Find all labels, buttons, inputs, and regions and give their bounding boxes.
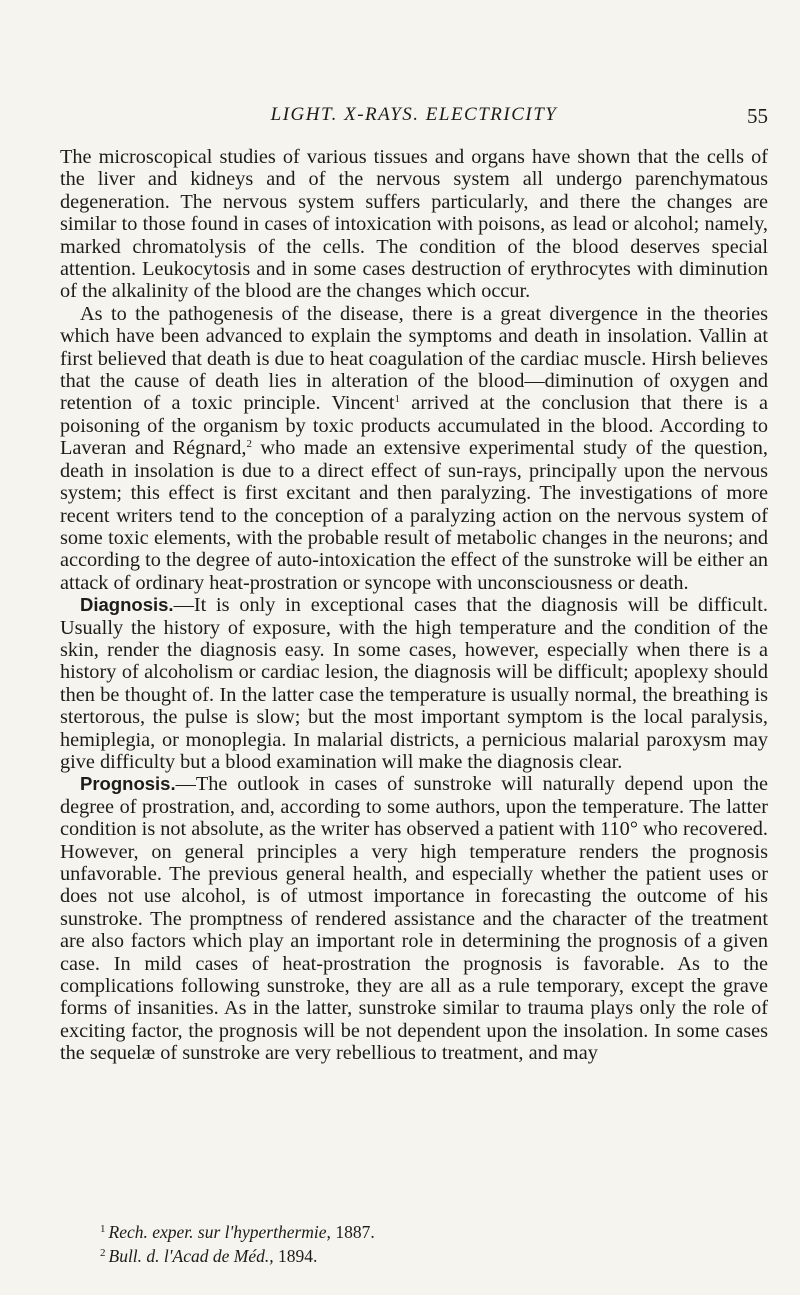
paragraph-text: As to the pathogenesis of the disease, there is a great divergence in the theories which have been advanced to explain the symptoms and death in insolation. Vallin at first believed that death is due to heat coagulation of the cardiac muscle. Hirsh believes that the cause of death lies in alteration of the blood—diminution of oxygen and retention of a toxic principle. Vincent [60,302,768,415]
footnote-title: Bull. d. l'Acad de Méd., [108,1246,274,1266]
body-text [60,146,768,1065]
paragraph-prognosis [60,773,768,1064]
footnote-year: 1887. [330,1222,375,1242]
running-title: LIGHT. X-RAYS. ELECTRICITY [270,104,558,125]
footnote-2 [100,1243,760,1267]
paragraph-text: who made an extensive experimental study of the question, death in insolation is due to a direct effect of sun-rays, principally upon the nervous system; this effect is first excitant and then paralyzing. The investigations of more recent writers tend to the conception of a paralyzing action on the nervous system of some toxic elements, with the probable result of metabolic changes in the neurons; and according to the degree of auto-intoxication the effect of the sunstroke will be either an attack of ordinary heat-prostration or syncope with unconsciousness or death. [60,437,768,594]
paragraph-text: arrived at the conclusion that there is a poisoning of the organism by toxic products accumulated in the blood. According to Laveran and Régnard, [60,392,769,460]
footnote-number: 2 [100,1247,106,1259]
paragraph-text: The microscopical studies of various tissues and organs have shown that the cells of the liver and kidneys and of the nervous system all undergo parenchymatous degeneration. The nervous system suffers particularly, and there the changes are similar to those found in cases of intoxication with poisons, as lead or alcohol; namely, marked chromatolysis of the cells. The condition of the blood deserves special attention. Leukocytosis and in some cases destruction of erythrocytes with diminution of the alkalinity of the blood are the changes which occur. [60,146,768,303]
paragraph-pathogenesis [60,303,768,594]
footnote-1 [100,1219,760,1243]
footnote-number: 1 [100,1223,106,1235]
footnote-reference: 2 [246,438,252,451]
footnote-title: Rech. exper. sur l'hyperthermie, [108,1222,331,1242]
paragraph-text: —The outlook in cases of sunstroke will naturally depend upon the degree of prostration, and, according to some authors, upon the temperature. The latter condition is not absolute, as the writer has observed a patient with 110° who recovered. However, on general principles a very high temperature renders the prognosis unfavorable. The previous general health, and especially whether the patient uses or does not use alcohol, is of utmost importance in forecasting the outcome of his sunstroke. The promptness of rendered assistance and the character of the treatment are also factors which play an important role in determining the prognosis of a given case. In mild cases of heat-prostration the prognosis is favorable. As to the complications following sunstroke, they are all as a rule temporary, except the grave forms of insanities. As in the latter, sunstroke similar to trauma plays only the role of exciting factor, the prognosis will be not dependent upon the insolation. In some cases the sequelæ of sunstroke are very rebellious to treatment, and may [60,773,769,1065]
footnotes [100,1219,760,1267]
section-heading-diagnosis: Diagnosis. [80,594,174,616]
footnote-reference: 1 [394,393,400,406]
paragraph-text: —It is only in exceptional cases that the diagnosis will be difficult. Usually the history of exposure, with the high temperature and the condition of the skin, render the diagnosis easy. In some cases, however, especially when there is a history of alcoholism or cardiac lesion, the diagnosis will be difficult; apoplexy should then be thought of. In the latter case the temperature is usually normal, the breathing is stertorous, the pulse is slow; but the most important symptom is the local paralysis, hemiplegia, or monoplegia. In malarial districts, a pernicious malarial paroxysm may give difficulty but a blood examination will make the diagnosis clear. [60,594,768,773]
paragraph-diagnosis [60,594,768,773]
section-heading-prognosis: Prognosis. [80,773,176,795]
page-number: 55 [747,104,768,128]
footnote-year: 1894. [273,1246,318,1266]
paragraph-pathology [60,146,768,303]
running-head [60,104,768,132]
